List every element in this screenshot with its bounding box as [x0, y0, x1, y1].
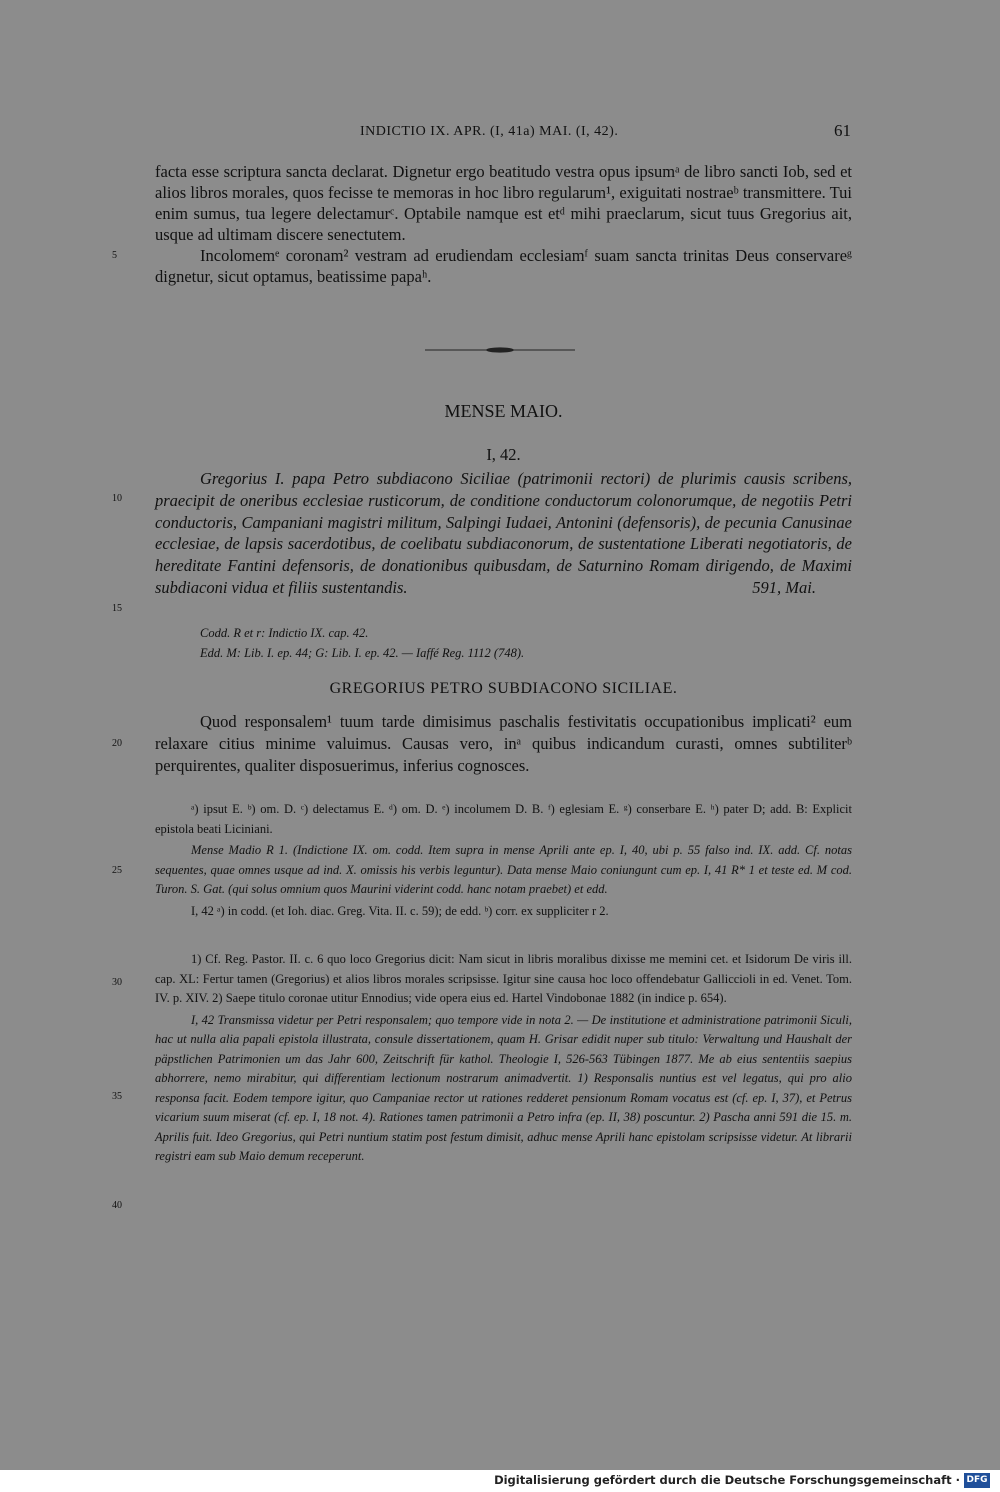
line-number: 20 — [112, 738, 122, 749]
footer-bar — [0, 1470, 1000, 1492]
line-number: 40 — [112, 1200, 122, 1211]
dfg-logo-icon[interactable]: DFG — [964, 1473, 990, 1488]
intro-paragraph: Incolomemᵉ coronam² vestram ad erudiendam ecclesiamᶠ suam sancta trinitas Deus conservareᵍ dignetur, sicut optamus, beatissime papaʰ. — [155, 246, 852, 286]
footer-text: Digitalisierung gefördert durch die Deutsche Forschungsgemeinschaft · — [494, 1473, 960, 1487]
note-entry: 1) Cf. Reg. Pastor. II. c. 6 quo loco Gregorius dicit: Nam sicut in libris moralibus dixisse me memini cet. et Isidorum De viris ill. cap. XL: Fertur tamen (Gregorius) et alios libros morales scripsisse. Igitur sine causa hoc loco offendebatur Galliccioli in ed. Venet. Tom. IV. p. XIV. 2) Saepe titulo coronae utitur Ennodius; vide opera eius ed. Hartel Vindobonae 1882 (in indice p. 654). — [155, 952, 852, 1005]
commentary-notes — [155, 950, 852, 1167]
page-number: 61 — [834, 121, 851, 140]
summary-text: Gregorius I. papa Petro subdiacono Siciliae (patrimonii rectori) de plurimis causis scribens, praecipit de oneribus ecclesiae rusticorum, de conditione conductorum colonorumque, de negotiis Petri conductoris, Campaniani magistri militum, Salpingi Iudaei, Antonini (defensoris), de pecunia Canusinae ecclesiae, de lapsis sacerdotibus, de coelibatu subdiaconorum, de sustentatione Liberati negotiatoris, de hereditate Fantini defensoris, de donationibus quibusdam, de Saturnino Romam dirigendo, de Maximi subdiaconi vidua et filiis sustentandis. 591, Mai. — [155, 469, 852, 597]
running-title: INDICTIO IX. APR. (I, 41a) MAI. (I, 42). — [360, 124, 619, 139]
letter-address: GREGORIUS PETRO SUBDIACONO SICILIAE. — [329, 680, 678, 697]
letter-summary — [155, 468, 852, 599]
letter-paragraph: Quod responsalem¹ tuum tarde dimisimus paschalis festivitatis occupationibus implicati² eum relaxare citius minime valuimus. Causas vero, inᵃ quibus indicandum curasti, omnes subtiliterᵇ perquirentes, qualiter disposuerimus, inferius cognosces. — [155, 712, 852, 775]
line-number: 10 — [112, 493, 122, 504]
line-number: 15 — [112, 603, 122, 614]
note-entry: I, 42 Transmissa videtur per Petri responsalem; quo tempore vide in nota 2. — De institutione et administratione patrimonii Siculi, hac ut nulla alia papali epistola illustrata, consule dissertationem, quam H. Grisar edidit nuper sub titulo: Verwaltung und Haushalt der päpstlichen Patrimonien um das Jahr 600, Zeitschrift für kathol. Theologie I, 526-563 Tübingen 1877. Me ab eius sententiis saepius abhorrere, nemo mirabitur, qui differentiam lectionum nostrarum animadvertit. 1) Responsalis nuntius est vel legatus, qui pro alio responsa facit. Eodem tempore igitur, quo Campaniae rector ut rationes redderet pensionum Romam vocatus est (cf. ep. I, 37), et Petrus vicarium suum miserat (cf. ep. I, 18 not. 4). Rationes tamen patrimonii a Petro infra (ep. II, 38) poscuntur. 2) Pascha anni 591 die 15. m. Aprilis fuit. Ideo Gregorius, qui Petri nuntium statim post festum dimisit, adhuc mense Aprili hanc epistolam scripsisse videtur. At librarii registri eam sub Maio demum receperunt. — [155, 1012, 852, 1163]
summary-date: 591, Mai. — [752, 577, 816, 597]
apparatus-entry: I, 42 ᵃ) in codd. (et Ioh. diac. Greg. Vita. II. c. 59); de edd. ᵇ) corr. ex suppliciter r 2. — [191, 903, 609, 918]
critical-apparatus — [155, 800, 852, 921]
codd-line: Codd. R et r: Indictio IX. cap. 42. — [200, 626, 369, 640]
ornament-divider — [425, 345, 575, 355]
apparatus-entry: Mense Madio R 1. (Indictione IX. om. codd. Item supra in mense Aprili ante ep. I, 40, ubi p. 55 falso ind. IX. add. Cf. notas sequentes, quae omnes usque ad ind. X. omissis his verbis leguntur). Data mense Maio coniungunt cum ep. I, 41 R* 1 et teste ed. M cod. Turon. S. Gat. (qui solus omnium quos Maurini viderint codd. hanc notam praebet) et edd. — [155, 843, 852, 896]
line-number: 5 — [112, 250, 117, 261]
line-number: 35 — [112, 1091, 122, 1102]
line-number: 30 — [112, 977, 122, 988]
section-title: MENSE MAIO. — [444, 401, 563, 421]
apparatus-entry: ᵃ) ipsut E. ᵇ) om. D. ᶜ) delectamus E. ᵈ) om. D. ᵉ) incolumem D. B. ᶠ) eglesiam E. ᵍ) conserbare E. ʰ) pater D; add. B: Explicit epistola beati Liciniani. — [155, 802, 852, 836]
intro-paragraph: facta esse scriptura sancta declarat. Dignetur ergo beatitudo vestra opus ipsumᵃ de libro sancti Iob, sed et alios libros morales, quos fecisse te memoras in hoc libro regularum¹, exiguitati nostraeᵇ transmittere. Tui enim sumus, tua legere delectamurᶜ. Optabile namque est etᵈ mihi praeclarum, sicut tuus Gregorius ait, usque ad ultimam discere senectutem. — [155, 162, 852, 244]
line-number: 25 — [112, 865, 122, 876]
sources-block — [200, 624, 852, 663]
letter-number: I, 42. — [486, 445, 521, 464]
edd-line: Edd. M: Lib. I. ep. 44; G: Lib. I. ep. 42. — Iaffé Reg. 1112 (748). — [200, 645, 525, 660]
letter-body — [155, 711, 852, 777]
intro-text — [155, 161, 852, 287]
